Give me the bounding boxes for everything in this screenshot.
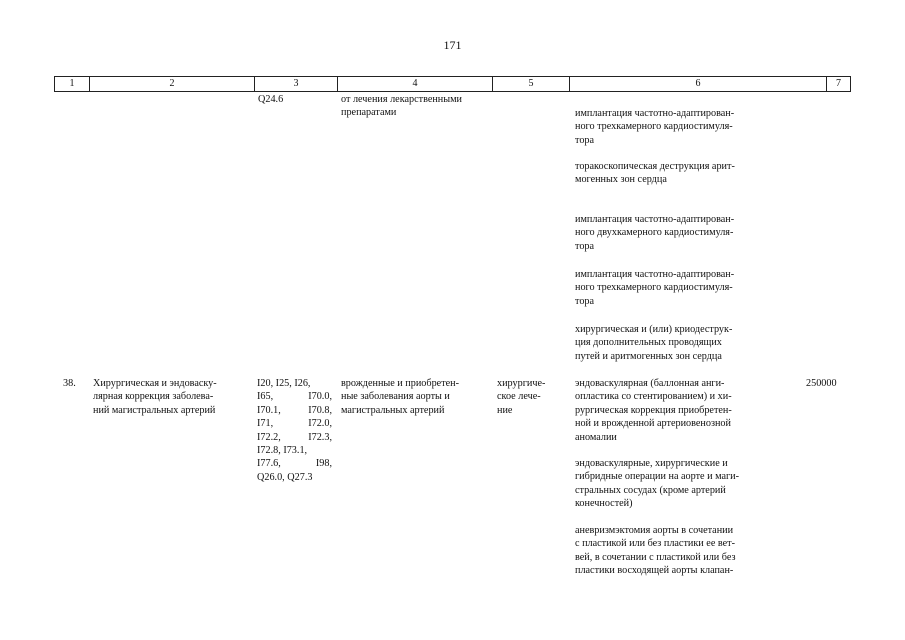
continuation-codes: Q24.6 [258, 94, 284, 105]
method-line: ной и врожденной артериовенозной [575, 418, 731, 430]
method-line: имплантация частотно-адаптирован- [575, 269, 735, 280]
method-line: ного трехкамерного кардиостимуля- [575, 282, 733, 294]
method-line: имплантация частотно-адаптирован- [575, 108, 735, 119]
code-line [257, 404, 332, 417]
continuation-method-1 [575, 107, 767, 147]
row38-name [93, 377, 244, 417]
method-line: опластика со стентированием) и хи- [575, 391, 732, 403]
code-line: I20, I25, I26, [257, 378, 311, 389]
name-line: ний магистральных артерий [93, 404, 216, 416]
code: I77.6, [257, 458, 281, 470]
code: I72.2, [257, 431, 281, 443]
method-line: эндоваскулярные, хирургические и [575, 458, 728, 469]
code: I72.3, [308, 431, 332, 443]
method-line: рургическая коррекция приобретен- [575, 404, 732, 416]
model-line: ные заболевания аорты и [341, 391, 450, 403]
code: I70.1, [257, 404, 281, 416]
method-line: аневризмэктомия аорты в сочетании [575, 525, 734, 536]
name-line: Хирургическая и эндоваску- [93, 378, 217, 389]
method-line: эндоваскулярная (баллонная анги- [575, 378, 725, 389]
code-line: I72.8, I73.1, [257, 445, 308, 457]
code-line [257, 390, 332, 403]
column-number-7: 7 [826, 77, 851, 91]
row38-model [341, 377, 489, 417]
column-number-2: 2 [89, 77, 254, 91]
continuation-method-5 [575, 323, 767, 363]
page-number: 171 [443, 38, 462, 52]
row38-cost: 250000 [806, 378, 837, 389]
model-line: магистральных артерий [341, 404, 445, 416]
code-line: Q26.0, Q27.3 [257, 471, 313, 483]
treatment-line: хирургиче- [497, 378, 546, 389]
continuation-model-line: препаратами [341, 107, 397, 119]
row38-treatment [497, 377, 563, 417]
method-line: пластики восходящей аорты клапан- [575, 565, 734, 577]
code: I98, [315, 458, 332, 470]
row38-method-2 [575, 457, 767, 511]
method-line: могенных зон сердца [575, 174, 667, 186]
method-line: имплантация частотно-адаптирован- [575, 214, 735, 225]
method-line: конечностей) [575, 498, 633, 510]
code-line [257, 417, 332, 430]
column-number-header [54, 76, 851, 92]
model-line: врожденные и приобретен- [341, 378, 460, 389]
method-line: ного трехкамерного кардиостимуля- [575, 121, 733, 133]
treatment-line: ское лече- [497, 391, 541, 403]
method-line: стральных сосудах (кроме артерий [575, 484, 726, 496]
method-line: ция дополнительных проводящих [575, 337, 722, 349]
column-number-1: 1 [54, 77, 89, 91]
column-number-6: 6 [569, 77, 826, 91]
continuation-method-4 [575, 268, 767, 308]
column-number-3: 3 [254, 77, 337, 91]
code: I70.0, [308, 391, 332, 403]
code: I71, [257, 418, 274, 430]
method-line: гибридные операции на аорте и маги- [575, 471, 740, 483]
continuation-model-line: от лечения лекарственными [341, 94, 463, 105]
method-line: путей и аритмогенных зон сердца [575, 350, 722, 362]
method-line: ного двухкамерного кардиостимуля- [575, 227, 734, 239]
code: I72.0, [308, 418, 332, 430]
name-line: лярная коррекция заболева- [93, 391, 214, 403]
method-line: тора [575, 295, 595, 307]
row38-number: 38. [63, 378, 76, 389]
code: I70.8, [308, 404, 332, 416]
method-line: тора [575, 134, 595, 146]
method-line: торакоскопическая деструкция арит- [575, 161, 735, 172]
method-line: хирургическая и (или) криодеструк- [575, 324, 733, 335]
continuation-method-3 [575, 213, 767, 253]
code-line [257, 457, 332, 470]
row38-method-1 [575, 377, 767, 444]
continuation-model [341, 93, 462, 120]
row38-method-3 [575, 524, 767, 578]
method-line: вей, в сочетании с пластикой или без [575, 551, 736, 563]
code-line [257, 431, 332, 444]
method-line: тора [575, 240, 595, 252]
treatment-line: ние [497, 404, 513, 416]
column-number-4: 4 [337, 77, 492, 91]
column-number-5: 5 [492, 77, 569, 91]
method-line: аномалии [575, 431, 617, 443]
row38-codes [257, 377, 332, 484]
continuation-method-2 [575, 160, 767, 187]
method-line: с пластикой или без пластики ее вет- [575, 538, 736, 550]
code: I65, [257, 391, 274, 403]
